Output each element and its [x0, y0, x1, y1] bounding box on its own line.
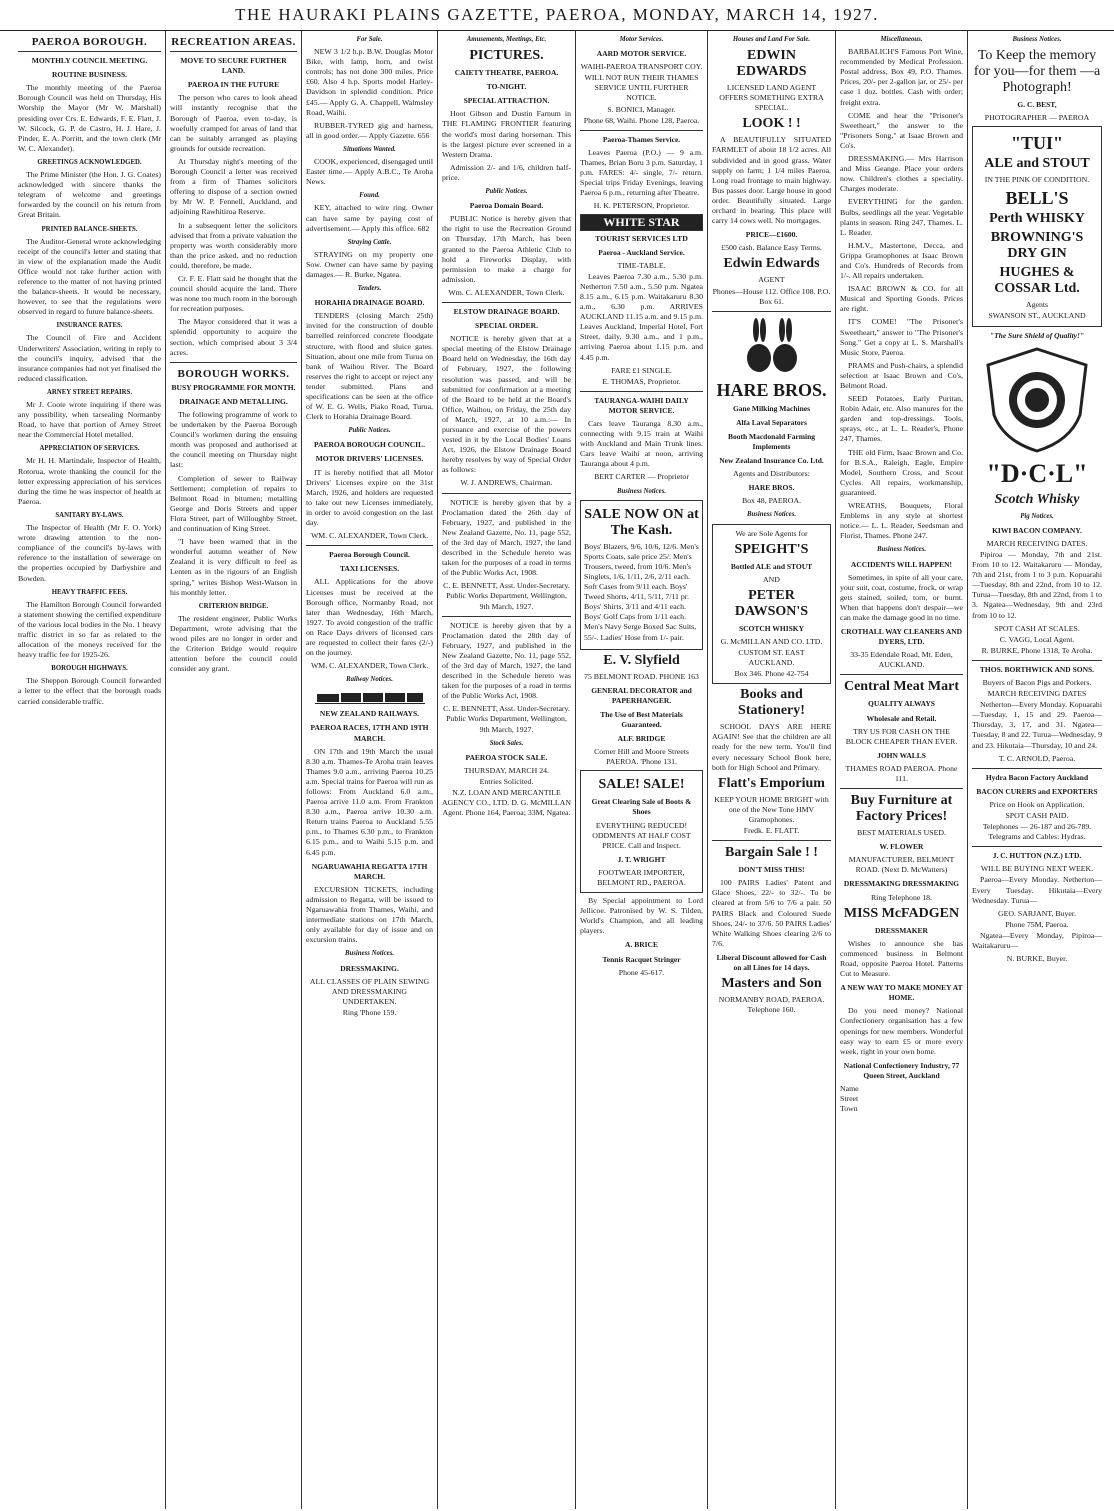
- coupon-street: Street: [840, 1094, 859, 1104]
- classified-ad: STRAYING on my property one Sow. Owner can have same by paying damages.— R. Burke, Ngatea.: [306, 249, 433, 279]
- ad-line: ALF. BRIDGE: [617, 734, 666, 744]
- ad-body: 100 PAIRS Ladies' Patent and Glace Shoes, 22/- to 32/-. To be cleared at from 5/6 to 7/6 a pair. 50 PAIRS Black and Coloured Suede Shoes, 24/- to 37/6. 50 PAIRS Ladies' White Walking Shoes clearing 2/6 to 7/6.: [712, 878, 831, 948]
- divider: [712, 840, 831, 841]
- ad-line: DON'T MISS THIS!: [738, 865, 805, 875]
- divider: [972, 660, 1102, 661]
- subheading: DRAINAGE AND METALLING.: [179, 396, 288, 406]
- boots-sale-ad: [580, 770, 703, 893]
- ad-line: N. BURKE, Buyer.: [1006, 954, 1068, 964]
- subheading: MOVE TO SECURE FURTHER LAND.: [180, 56, 287, 76]
- masthead: THE HAURAKI PLAINS GAZETTE, PAEROA, MONDAY, MARCH 14, 1927.: [0, 0, 1114, 31]
- ad-headline: Buy Furniture at Factory Prices!: [850, 793, 953, 825]
- ad-headline: "D·C·L": [986, 458, 1088, 488]
- ad-line: TOURIST SERVICES LTD: [595, 233, 688, 243]
- section-head: PRINTED BALANCE-SHEETS.: [41, 225, 138, 233]
- ad-body: Pipiroa — Monday, 7th and 21st. From 10 to 12. Waitakaruru — Monday, 7th and 21st, from 1 to 3 p.m. Kopuarahi—Tuesday, 8th and 22nd, from 10 to 12. Turua—Tuesday, 8th and 22nd, from 1 to 3. Ngatea—Wednesday, 9th and 23rd from 10 to 12.: [972, 549, 1102, 620]
- headline: RECREATION AREAS.: [171, 36, 296, 48]
- ad-line: AND: [763, 574, 780, 584]
- paragraph: The Inspector of Health (Mr F. O. York) wrote drawing attention to the non-compliance of the council's by-laws with reference to the installation of sewerage on the properties occupied by Darbyshire and Bowden.: [18, 523, 161, 583]
- ad-line: DRESSMAKER: [875, 925, 928, 935]
- notice-body: ON 17th and 19th March the usual 8.30 a.m. Thames-Te Aroha train leaves Thames 9.0 a.m., arriving Paeroa 10.25 a.m. Special trains for Paeroa will run as follows: From Auckland 6.0 a.m., Paeroa arrive 11.0 a.m. From Frankton 8.30 a.m., Paeroa arrive 10.30 a.m. Return trains Paeroa to Auckland 5.55 p.m., to Thames 6.30 p.m., to Frankton 6.15 p.m., and to Waihi 5.15 p.m. and 6.45 p.m.: [306, 746, 433, 857]
- classified-ad: DRESSMAKING.— Mrs Harrison and Miss Geange. Place your orders now. Children's clothes a speciality. Charges moderate.: [840, 154, 963, 194]
- ad-headline: BROWNING'S DRY GIN: [990, 230, 1084, 262]
- ad-line: NORMANBY ROAD, PAEROA. Telephone 160.: [718, 995, 825, 1015]
- classified-ad: PRAMS and Push-chairs, a splendid selection at Isaac Brown and Co's, Belmont Road.: [840, 360, 963, 390]
- divider: [306, 545, 433, 546]
- ad-headline: ALE and STOUT: [984, 156, 1090, 172]
- ad-line: Bottled ALE and STOUT: [730, 561, 813, 571]
- tui-ad: [972, 126, 1102, 326]
- ad-line: Box 48, PAEROA.: [741, 496, 802, 506]
- ad-line: SPECIAL ATTRACTION.: [463, 96, 550, 106]
- ad-line: Gane Milking Machines: [732, 403, 811, 413]
- ad-line: Ring 'Phone 159.: [342, 1007, 397, 1017]
- ad-line: SWANSON ST., AUCKLAND: [988, 311, 1086, 321]
- ad-headline: SALE! SALE!: [598, 777, 685, 793]
- ad-headline: Edwin Edwards: [723, 256, 820, 272]
- ad-line: PRICE—£1600.: [745, 230, 798, 240]
- paragraph: Mr H. H. Martindale, Inspector of Health, Rotorua, wrote thanking the council for the letter expressing appreciation of his services during the time he was inspector of health at Paeroa.: [18, 456, 161, 506]
- notice-title: Paeroa Domain Board.: [469, 201, 544, 211]
- ad-line: KEEP YOUR HOME BRIGHT with one of the New Tone HMV Gramophones.: [714, 794, 829, 824]
- category-head: Public Notices.: [348, 427, 391, 435]
- paragraph: In a subsequent letter the solicitors advised that from a private valuation the property was worth considerably more than the price asked, and no reduction could, therefore, be made.: [170, 220, 297, 270]
- notice-title: TAURANGA-WAIHI DAILY MOTOR SERVICE.: [594, 395, 689, 415]
- notice-body: TENDERS (closing March 25th) invited for the construction of double barrelled reinforced concrete floodgate structure, with flood and sluice gates. Situation, about one mile from Turua on bank of Waihou River. The Board reserves the right to accept or reject any tender submitted. Plans and specifications can be seen at the office of W. E. G. Wells, Piako Road, Turua, Clerk to Horahia Drainage Board.: [306, 311, 433, 422]
- ad-body: Ngatea—Every Monday, Pipiroa— Waitakaruru—: [972, 930, 1102, 951]
- ad-headline: Masters and Son: [721, 976, 822, 992]
- ad-body: SCHOOL DAYS ARE HERE AGAIN! See that the children are all ready for the new term. You'll find every necessary School Book here, both for High School and Primary.: [712, 722, 831, 772]
- ad-headline: PICTURES.: [469, 48, 544, 64]
- section-head: APPRECIATION OF SERVICES.: [39, 445, 140, 453]
- ad-headline: HUGHES & COSSAR Ltd.: [994, 265, 1080, 297]
- ad-body: Hoot Gibson and Dustin Farnum in THE FLAMING FRONTIER featuring the world's most daring horseman. This is the largest picture ever screened in a Western Drama.: [442, 109, 571, 159]
- ad-line: Ring Telephone 18.: [870, 892, 933, 902]
- ad-line: £500 cash. Balance Easy Terms.: [721, 243, 822, 253]
- ad-line: A NEW WAY TO MAKE MONEY AT HOME.: [840, 983, 963, 1003]
- ad-line: WILL NOT RUN THEIR THAMES SERVICE UNTIL FURTHER NOTICE.: [584, 73, 699, 103]
- ad-line: Agents: [1025, 300, 1049, 310]
- ad-line: Box 346. Phone 42-754: [734, 669, 809, 679]
- ad-body: By Special appointment to Lord Jellicoe. Patronised by W. S. Tilden, World's Champion, and all leading players.: [580, 896, 703, 936]
- ad-line: SPOT CASH PAID.: [1005, 811, 1069, 820]
- divider: [840, 788, 963, 789]
- ad-line: MARCH RECEIVING DATES.: [986, 538, 1088, 548]
- ad-line: WAIHI-PAEROA TRANSPORT COY.: [580, 62, 703, 72]
- notice-body: IT is hereby notified that all Motor Drivers' Licenses expire on the 31st March, 1926, and holders are requested to take out new Licenses immediately, in order to avoid congestion on the last day.: [306, 467, 433, 528]
- ad-line: HARE BROS.: [748, 483, 795, 493]
- ad-line: The Use of Best Materials Guaranteed.: [600, 709, 683, 729]
- classified-ad: KEY, attached to wire ring. Owner can have same by paying cost of advertisement.— Apply this office. 682: [306, 203, 433, 233]
- classified-ad: WREATHS, Bouquets, Floral Emblems in any style at shortest notice.— L. L. Reader, Seedsman and Florist, Thames. Phone 247.: [840, 501, 963, 541]
- subheading: PAEROA IN THE FUTURE: [187, 80, 280, 90]
- paragraph: The Council of Fire and Accident Underwriters' Association, writing in reply to the council's inquiry, advised that the insurance companies had not yet finalised the reduced classification.: [18, 333, 161, 383]
- ad-line: 33-35 Edendale Road, Mt. Eden, AUCKLAND.: [850, 650, 953, 670]
- section-head: BOROUGH HIGHWAYS.: [51, 665, 128, 673]
- paragraph: The monthly meeting of the Paeroa Borough Council was held on Thursday, His Worship the Mayor (Mr W. Marshall) presiding over Crs. E. Edwards, F. E. Flatt, J. W. Silcock, G. P. de Castro, H. J. Hare, J. Pinder, E. A. Porritt, and the town clerk (Mr W. C. Alexander).: [18, 83, 161, 153]
- ad-line: WILL BE BUYING NEXT WEEK.: [980, 864, 1094, 874]
- ad-line: ACCIDENTS WILL HAPPEN!: [850, 559, 953, 569]
- notice-body: EXCURSION TICKETS, including admission to Regatta, will be issued to Ngaruawahia from Thames, Waihi, and intermediate stations on 17th March, only available for day of issue and on excursion trains.: [306, 884, 433, 945]
- ad-line: Buyers of Bacon Pigs and Porkers.: [982, 677, 1092, 687]
- ad-line: Great Clearing Sale of Boots & Shoes: [591, 797, 692, 817]
- notice-title: PAEROA STOCK SALE.: [465, 752, 548, 762]
- ad-line: CAIETY THEATRE, PAEROA.: [454, 68, 559, 78]
- divider: [712, 311, 831, 312]
- category-head: Amusements, Meetings, Etc.: [466, 36, 547, 43]
- notice-title: HORAHIA DRAINAGE BOARD.: [314, 298, 425, 308]
- paragraph: Mr J. Coote wrote inquiring if there was any possibility, when tarsealing Normanby Road, to have that portion of Arney Street near the Commercial Hotel metalled.: [18, 400, 161, 440]
- ad-line: EVERYTHING REDUCED! ODDMENTS AT HALF COST PRICE. Call and Inspect.: [592, 820, 691, 850]
- ad-line: CUSTOM ST. EAST AUCKLAND.: [738, 648, 805, 668]
- ad-headline: PETER DAWSON'S: [734, 587, 809, 619]
- ad-line: BACON CURERS and EXPORTERS: [976, 786, 1098, 796]
- notice-title: PAEROA RACES, 17TH AND 19TH MARCH.: [310, 723, 429, 743]
- ad-line: THAMES ROAD PAEROA. Phone 111.: [845, 763, 958, 783]
- divider: [840, 674, 963, 675]
- ad-line: J. C. HUTTON (N.Z.) LTD.: [992, 851, 1082, 861]
- category-head: Found.: [359, 192, 380, 200]
- notice-title: MOTOR DRIVERS' LICENSES.: [315, 454, 424, 464]
- ad-line: Tennis Racquet Stringer: [602, 954, 681, 964]
- ad-headline: BELL'S: [1005, 188, 1069, 209]
- signature: W. J. ANDREWS, Chairman.: [460, 478, 553, 488]
- rabbits-icon: [737, 316, 807, 376]
- notice-body: NOTICE is hereby given that by a Proclamation dated the 28th day of February, 1927, and published in the New Zealand Gazette, No. 11, page 552, of the 3rd day of March, 1927, the land described in the Schedule hereto was taken for the purposes of a road in terms of the Public Works Act, 1908.: [442, 620, 571, 701]
- category-head: Business Notices.: [1012, 36, 1062, 43]
- ad-headline: MISS McFADGEN: [843, 905, 960, 921]
- ad-line: Phone 68, Waihi. Phone 128, Paeroa.: [583, 115, 700, 125]
- notice-title: Paeroa Borough Council.: [329, 550, 410, 560]
- ad-line: TO-NIGHT.: [486, 82, 527, 92]
- signature: C. E. BENNETT, Asst. Under-Secretary. Public Works Department, Wellington, 9th March, 1927.: [443, 704, 570, 734]
- category-head: Houses and Land For Sale.: [732, 36, 811, 43]
- category-head: Tenders.: [357, 285, 382, 293]
- ad-line: MARCH RECEIVING DATES: [987, 689, 1087, 699]
- ad-body: Leaves Paeroa (P.O.) — 9 a.m. Thames, Brian Boru 3 p.m. Saturday, 1 p.m. FARES: 4/- single, 7/- return. Special trips Friday Evenings, leaving Paeroa 6 p.m., returning after Theatre.: [580, 147, 703, 198]
- ad-body: Leaves Paeroa 7.30 a.m., 5.30 p.m. Netherton 7.50 a.m., 5.50 p.m. Ngatea 8.15 a.m., 6.15 p.m. Waitakaruru 8.30 a.m., 6.30 p.m. ARRIVES AUCKLAND 11.15 a.m. and 9.15 p.m. Leaves Auckland, Imperial Hotel, Fort Street, daily, 9.30 a.m., and 1 p.m., arriving Paeroa about 1.15 p.m. and 4.45 p.m.: [580, 271, 703, 362]
- ad-line: H. K. PETERSON, Proprietor.: [593, 201, 690, 211]
- ad-line: Agents and Distributors:: [733, 469, 810, 479]
- classified-ad: COME and hear the "Prisoner's Sweetheart," the answer to the "Prisoners Song," at Isaac Brown and Co's.: [840, 110, 963, 150]
- ad-line: TIME-TABLE.: [617, 260, 666, 270]
- category-head: Miscellaneous.: [880, 36, 923, 43]
- divider: [580, 130, 703, 131]
- ad-body: Wishes to announce she has commenced business in Belmont Road, opposite Paeroa Hotel. Patterns Cut to Measure.: [840, 938, 963, 979]
- ad-line: FARE £1 SINGLE.: [611, 365, 672, 375]
- category-head: Public Notices.: [485, 188, 528, 196]
- ad-line: BERT CARTER — Proprietor: [594, 472, 689, 482]
- category-head: Pig Notices.: [1020, 512, 1054, 520]
- ad-line: New Zealand Insurance Co. Ltd.: [719, 456, 824, 466]
- column-1: [14, 31, 166, 1509]
- ad-line: LICENSED LAND AGENT OFFERS SOMETHING EXTRA SPECIAL.: [719, 83, 824, 113]
- ad-line: GENERAL DECORATOR and PAPERHANGER.: [591, 685, 692, 705]
- ad-headline: "TUI": [1011, 133, 1063, 154]
- ad-line: KIWI BACON COMPANY.: [992, 525, 1082, 535]
- ad-line: Wholesale and Retail.: [866, 713, 937, 723]
- ad-line: AARD MOTOR SERVICE.: [596, 49, 687, 59]
- ad-line: 75 BELMONT ROAD. PHONE 163: [584, 671, 699, 681]
- ad-line: J. T. WRIGHT: [617, 854, 666, 864]
- ad-line: BEST MATERIALS USED.: [857, 828, 946, 838]
- category-head: Situations Wanted.: [343, 145, 396, 153]
- ad-headline: SPEIGHT'S: [734, 541, 809, 557]
- ad-line: THURSDAY, MARCH 24.: [464, 765, 549, 775]
- classified-ad: IT'S COME! "The Prisoner's Sweetheart," answer to "The Prisoner's Song." Get a copy at L. S. Marshall's Music Store, Paeroa.: [840, 317, 963, 357]
- notice-body: PUBLIC Notice is hereby given that the right to use the Recreation Ground on Thursday, 17th March, has been granted to the Paeroa Athletic Club to hold a Fireworks Display, with permission to make a charge for admission.: [442, 214, 571, 284]
- ad-body: Boys' Blazers, 9/6, 10/6, 12/6. Men's Sports Coats, sale price 25/. Men's Trousers, tweed, from 10/6. Men's Singlets, 1/6, 1/11, 2/6, 2/11 each. Soft Cases from 9/11 each. Boys' Tweed Shorts, 4/11, 5/11, 7/11 pr. Boys' Shirts, 3/11 and 4/11 each. Boys' Golf Caps from 1/11 each. Men's Navy Serge Boxed Sac Suits, 55/-. Ladies' Hose from 1/- pair.: [584, 541, 699, 642]
- category-head: Straying Cattle.: [347, 238, 392, 246]
- divider: [170, 51, 297, 52]
- ad-headline: EDWIN EDWARDS: [736, 48, 807, 80]
- ad-line: W. FLOWER: [879, 842, 924, 852]
- category-head: Business Notices.: [344, 950, 395, 958]
- classified-ad: H.M.V., Mastertone, Decca, and Grippa Gramophones at Isaac Brown and Co's. Hundreds of Records from 1/-. All repairs undertaken.: [840, 240, 963, 281]
- section-head: ARNEY STREET REPAIRS.: [46, 388, 133, 396]
- category-head: Business Notices.: [746, 511, 797, 519]
- ad-line: DRESSMAKING DRESSMAKING: [843, 879, 960, 889]
- ad-body: Netherton—Every Monday. Kopuarahi—Tuesday, 1, 15 and 29. Paeroa—Thursday, 3, 17, and 31. Ngatea—Tuesday, 8 and 22. Turua—Wednesday, 9 and 23. Hikutaia—Thursday, 10 and 24.: [972, 700, 1102, 750]
- ad-line: "The Sure Shield of Quality!": [989, 330, 1085, 340]
- column-4: [438, 31, 576, 1509]
- ad-body: Cars leave Tauranga 8.30 a.m., connecting with 9.15 train at Waihi with Auckland and Main Trunk lines. Cars leave Waihi at noon, arriving Tauranga about 4 p.m.: [580, 419, 703, 469]
- ad-line: Phone 45-617.: [618, 967, 665, 977]
- paragraph: The Mayor considered that it was a splendid opportunity to acquire the section, which comprised about 3 3/4 acres.: [170, 317, 297, 357]
- signature: WM. C. ALEXANDER, Town Clerk.: [310, 661, 429, 671]
- paragraph: Completion of sewer to Railway Settlement; completion of repairs to Belmont Road in bitumen; metalling George and Doris Streets and upper Flora Street, part of Willoughby Street, and continuation of King Street.: [170, 473, 297, 534]
- divider: [580, 391, 703, 392]
- section-head: CRITERION BRIDGE.: [198, 602, 269, 610]
- ad-line: CROTHALL WAY CLEANERS AND DYERS, LTD.: [840, 627, 963, 647]
- ad-line: ALL CLASSES OF PLAIN SEWING AND DRESSMAKING UNDERTAKEN.: [309, 976, 430, 1006]
- ad-line: Fredk. E. FLATT.: [743, 826, 800, 836]
- category-head: For Sale.: [356, 36, 383, 43]
- ad-line: MANUFACTURER, BELMONT ROAD. (Next D. McWatters): [848, 855, 955, 875]
- divider: [972, 768, 1102, 769]
- divider: [442, 493, 571, 494]
- ad-line: Price on Hook on Application.: [989, 799, 1085, 809]
- paragraph: The Prime Minister (the Hon. J. G. Coates) acknowledged with sincere thanks the telegram of welcome and greetings forwarded by the council on his return from Great Britain.: [18, 170, 161, 220]
- column-3: [302, 31, 438, 1509]
- paragraph: The following programme of work to be undertaken by the Paeroa Borough Council's workmen during the ensuing month was proposed and authorised at the council meeting on Thursday night last:: [170, 410, 297, 470]
- ad-line: Phones—House 112. Office 108. P.O. Box 61.: [712, 286, 831, 306]
- speights-ad: [712, 524, 831, 685]
- subheading: BUSY PROGRAMME FOR MONTH.: [171, 382, 296, 392]
- ad-line: Alfa Laval Separators: [736, 417, 807, 427]
- ad-line: Liberal Discount allowed for Cash on all Lines for 14 days.: [716, 952, 827, 972]
- ad-headline: Scotch Whisky: [994, 491, 1080, 507]
- signature: WM. C. ALEXANDER, Town Clerk.: [310, 531, 429, 541]
- notice-title: NEW ZEALAND RAILWAYS.: [319, 709, 420, 719]
- notice-body: ALL Applications for the above Licenses must be received at the Borough office, Normanby Road, not later than Wednesday, 16th March, 1927. To avoid congestion of the traffic on Race Days drivers of licensed cars are requested to collect their fares (2/-) on the journey.: [306, 577, 433, 658]
- ad-line: TRY US FOR CASH ON THE BLOCK CHEAPER THAN EVER.: [845, 726, 958, 746]
- paragraph: At Thursday night's meeting of the Borough Council a letter was received from a firm of Thames solicitors offering to dispose of a section owned by Mr W. P. Fennell, Auckland, and adjoining Rawhitiroa Reserve.: [170, 156, 297, 217]
- section-head: HEAVY TRAFFIC FEES.: [51, 588, 128, 596]
- ad-line: AGENT: [758, 275, 785, 285]
- paragraph: The person who cares to look ahead will instantly recognise that the Borough of Paeroa, even to-day, is woefully cramped for areas of land that can be suitably arranged as playing grounds for outside recreation.: [170, 93, 297, 153]
- ad-body: Sometimes, in spite of all your care, your suit, coat, costume, frock, or wrap gets stained, soiled, torn, or burnt. When that happens don't despair—we can make the damage good in no time.: [840, 572, 963, 622]
- coupon-town: Town: [840, 1104, 858, 1114]
- kash-sale-ad: [580, 500, 703, 650]
- headline: PAEROA BOROUGH.: [31, 36, 148, 48]
- paragraph: The Sheppon Borough Council forwarded a letter to the effect that the borough roads carried considerable traffic.: [18, 676, 161, 706]
- classified-ad: EVERYTHING for the garden. Bulbs, seedlings all the year. Vegetable plants in season. Ring 247, Thames. L. L. Reader.: [840, 197, 963, 237]
- divider: [972, 846, 1102, 847]
- ad-line: JOHN WALLS: [877, 750, 926, 760]
- ad-line: We are Sole Agents for: [735, 528, 808, 538]
- ad-line: Telephones — 26-187 and 26-789. Telegrams and Cables: Hydras.: [982, 822, 1092, 842]
- ad-line: THOS. BORTHWICK AND SONS.: [979, 664, 1095, 674]
- paragraph: Cr. F. E. Flatt said he thought that the council should acquire the land. There was none too much room in the borough for recreation purposes.: [170, 273, 297, 314]
- signature: Wm. C. ALEXANDER, Town Clerk.: [448, 287, 565, 297]
- notice-body: NOTICE is hereby given that at a special meeting of the Elstow Drainage Board held on Wednesday, the 16th day of February, 1927, the following resolution was passed, and will be submitted for confirmation at a meeting of the Board to be held at the Board's Office, Waihou, on Friday, the 25th day of March, 1927, at 10 a.m.:— In pursuance and exercise of the powers vested in it by the Local Bodies' Loans Act, 1926, the Elstow Drainage Board hereby resolves by way of Special Order as follows:: [442, 334, 571, 475]
- paragraph: The Hamilton Borough Council forwarded a statement showing the certified expenditure of the various local bodies in the No. 1 heavy traffic district in so far as related to the allocation of the moneys received for the heavy traffic fee for 1925-26.: [18, 599, 161, 660]
- ad-line: R. BURKE, Phone 1318, Te Aroha.: [981, 645, 1093, 655]
- ad-line: IN THE PINK OF CONDITION.: [984, 175, 1090, 185]
- ad-line: Phone 75M, Paeroa.: [1005, 919, 1069, 929]
- classified-ad: THE old Firm, Isaac Brown and Co. for B.S.A., Raleigh, Eagle, Empire Model, Southern Cross, and Scout Cycles. All repairs, workmanship, guaranteed.: [840, 447, 963, 497]
- column-2: [166, 31, 302, 1509]
- notice-body: NOTICE is hereby given that by a Proclamation dated the 26th day of February, 1927, and published in the New Zealand Gazette, No. 11, page 552, of the 3rd day of March, 1927, the land described in the Schedule hereto was taken for the purposes of a road in terms of the Public Works Act, 1908.: [442, 497, 571, 578]
- ad-headline: Central Meat Mart: [843, 679, 960, 695]
- divider: [18, 51, 161, 52]
- section-head: GREETINGS ACKNOWLEDGED.: [37, 158, 142, 166]
- notice-title: NGARUAWAHIA REGATTA 17TH MARCH.: [311, 861, 428, 881]
- ad-line: G. C. BEST,: [1017, 100, 1057, 110]
- classified-ad: RUBBER-TYRED gig and harness, all in good order.— Apply Gazette. 656: [306, 120, 433, 140]
- ad-line: S. BONICI, Manager.: [607, 104, 676, 114]
- notice-title: ELSTOW DRAINAGE BOARD.: [453, 306, 560, 316]
- classified-ad: NEW 3 1/2 h.p. B.W. Douglas Motor Bike, with lamp, horn, and twist controls; has not done 300 miles. Price £60. Also 4 h.p. Sports model Harley-Davidson in splendid condition. Price £45.— Apply G. A. Chappell, Walmsley Road, Waihi.: [306, 47, 433, 117]
- ad-body: Do you need money? National Confectionery organisation has a few openings for new members. Wonderful easy way to earn £5 or more every week, right in your own home.: [840, 1006, 963, 1056]
- ad-line: Booth Macdonald Farming Implements: [727, 431, 816, 451]
- divider: [170, 362, 297, 363]
- ad-line: Corner Hill and Moore Streets PAEROA. 'Phone 131.: [594, 747, 689, 767]
- ad-line: SPOT CASH AT SCALES.: [994, 623, 1080, 633]
- ad-headline: E. V. Slyfield: [603, 652, 680, 668]
- ad-line: National Confectionery Industry, 77 Queen Street, Auckland: [843, 1060, 960, 1080]
- category-head: Business Notices.: [616, 487, 667, 495]
- divider: [442, 616, 571, 617]
- notice-title: Paeroa-Thames Service.: [602, 134, 681, 144]
- ad-body: A BEAUTIFULLY SITUATED FARMLET of about 18 1/2 acres. All subdivided and in good grass. Water supply on farm; 1 1/4 miles Paeroa. Long road frontage to main highway. Bus passes door. Large house in good order. Beautifully situated. Large orchard in bearing. This place will carry 14 cows well. No mortgages.: [712, 135, 831, 226]
- ad-line: Hydra Bacon Factory Auckland: [985, 772, 1089, 782]
- ad-headline: To Keep the memory for you—for them —a Photograph!: [973, 48, 1101, 96]
- notice-title: PAEROA BOROUGH COUNCIL.: [314, 440, 425, 450]
- column-6: [708, 31, 836, 1509]
- notice-title: Paeroa - Auckland Service.: [598, 247, 685, 257]
- paragraph: The Auditor-General wrote acknowledging receipt of the council's letter and stating that in view of the explanation made the Audit Office would not take further action with reference to the matter of not having printed the balance-sheets. It would be necessary, however, to see that the regulations were observed in regard to future balance-sheets.: [18, 236, 161, 317]
- paragraph: "I have been warned that in the wonderful autumn weather of New Zealand it is very difficult to feel as Lenten as in the rigours of an English spring," writes Bishop West-Watson in his monthly letter.: [170, 537, 297, 597]
- train-icon: [315, 689, 425, 705]
- ad-line: A. BRICE: [625, 940, 658, 950]
- shield-emblem-icon: [982, 345, 1092, 455]
- classified-ad: ISAAC BROWN & CO. for all Musical and Sporting Goods. Prices are right.: [840, 284, 963, 314]
- ad-body: Paeroa—Every Monday. Netherton—Every Tuesday. Hikutaia—Every Wednesday. Turua—: [972, 875, 1102, 905]
- ad-line: E. THOMAS, Proprietor.: [602, 376, 681, 386]
- column-5: [576, 31, 708, 1509]
- ad-line: N.Z. LOAN AND MERCANTILE AGENCY CO., LTD. D. G. McMILLAN Agent. Phone 164, Paeroa; 33M, Ngatea.: [442, 788, 571, 818]
- notice-title: TAXI LICENSES.: [339, 564, 400, 574]
- ad-line: Entries Solicited.: [479, 776, 534, 786]
- ad-line: SCOTCH WHISKY: [738, 623, 805, 633]
- ad-line: FOOTWEAR IMPORTER, BELMONT RD., PAEROA.: [597, 867, 686, 887]
- section-head: SANITARY BY-LAWS.: [55, 511, 124, 519]
- column-8: [968, 31, 1106, 1509]
- category-head: Stock Sales.: [489, 739, 524, 747]
- ad-headline: HARE BROS.: [716, 379, 827, 400]
- ad-line: C. VAGG, Local Agent.: [999, 634, 1075, 644]
- subheading: ROUTINE BUSINESS.: [51, 70, 128, 80]
- column-7: [836, 31, 968, 1509]
- classified-ad: COOK, experienced, disengaged until Easter time.— Apply A.B.C., Te Aroha News.: [306, 157, 433, 187]
- ad-headline: SALE NOW ON at The Kash.: [584, 506, 699, 538]
- notice-title: DRESSMAKING.: [340, 963, 399, 973]
- divider: [442, 302, 571, 303]
- ad-headline: Books and Stationery!: [738, 687, 805, 719]
- ad-headline: LOOK ! !: [742, 116, 801, 132]
- classified-ad: SEED Potatoes, Early Puritan, Robin Adair, etc. Also manures for the garden and top-dressings. Tools, sprays, etc., at L. L. Reader's, Phone 247, Thames.: [840, 394, 963, 444]
- ad-body: Admission 2/- and 1/6, children half-price.: [442, 162, 571, 182]
- ad-line: T. C. ARNOLD, Paeroa.: [998, 753, 1076, 763]
- subheading: MONTHLY COUNCIL MEETING.: [31, 56, 148, 66]
- signature: C. E. BENNETT, Asst. Under-Secretary. Public Works Department, Wellington, 9th March, 1927.: [443, 581, 570, 611]
- paragraph: The resident engineer, Public Works Department, wrote advising that the wood piles are no longer in order and the Criterion Bridge would require attention before the council could consider any grant.: [170, 613, 297, 674]
- section-head: INSURANCE RATES.: [56, 322, 123, 330]
- category-head: Motor Services.: [619, 36, 664, 43]
- coupon-name: Name: [840, 1083, 859, 1093]
- ad-headline: Flatt's Emporium: [718, 775, 825, 791]
- notice-title: SPECIAL ORDER.: [475, 321, 538, 331]
- category-head: Business Notices.: [876, 546, 927, 554]
- ad-line: PHOTOGRAPHER — PAEROA: [984, 113, 1090, 123]
- ad-line: G. McMILLAN AND CO. LTD.: [720, 636, 823, 646]
- ad-line: GEO. SARJANT, Buyer.: [997, 908, 1077, 918]
- white-star-logo: WHITE STAR: [580, 214, 703, 230]
- columns: [14, 31, 1106, 1509]
- ad-headline: Perth WHISKY: [989, 211, 1085, 227]
- category-head: Railway Notices.: [346, 676, 393, 684]
- classified-ad: BARBALICH'S Famous Port Wine, recommended by Medical Profession. Postal address, Box 49, P.O. Thames. Prices, 20/- per 2-gallon jar, or 25/- per case 1 doz. bottles. Cash with order; freight extra.: [840, 47, 963, 107]
- headline: BOROUGH WORKS.: [177, 367, 290, 380]
- ad-line: QUALITY ALWAYS: [868, 699, 935, 709]
- ad-headline: Bargain Sale ! !: [725, 845, 818, 861]
